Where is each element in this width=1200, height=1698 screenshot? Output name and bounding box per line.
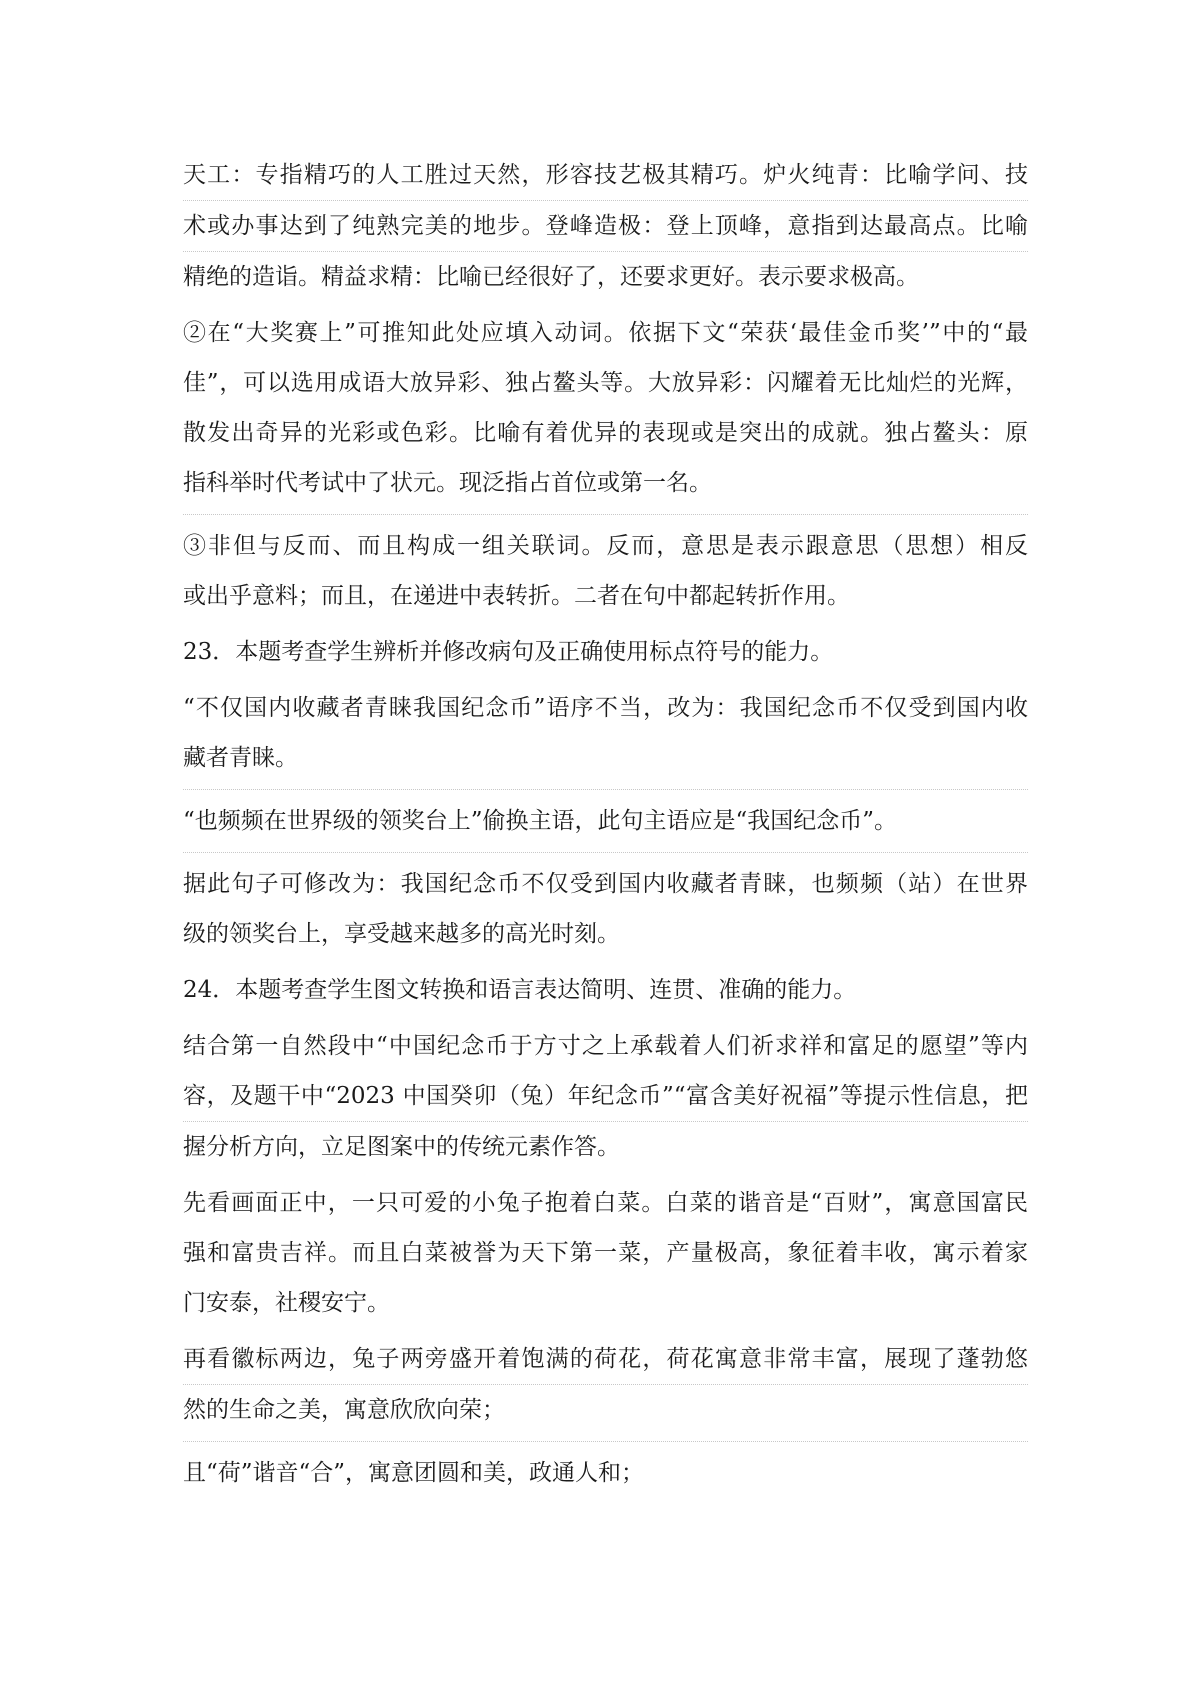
text-line: 精绝的造诣。精益求精：比喻已经很好了，还要求更好。表示要求极高。 bbox=[183, 264, 919, 290]
paragraph-revised-sentence bbox=[183, 859, 1028, 959]
paragraph-answer-3 bbox=[183, 521, 1028, 621]
text-line: 或出乎意料；而且，在递进中表转折。二者在句中都起转折作用。 bbox=[183, 583, 850, 609]
paragraph-analysis-direction bbox=[183, 1021, 1028, 1172]
text-line: 级的领奖台上，享受越来越多的高光时刻。 bbox=[183, 921, 620, 947]
text-line: 指科举时代考试中了状元。现泛指占首位或第一名。 bbox=[183, 470, 712, 496]
paragraph-word-order bbox=[183, 683, 1028, 783]
paragraph-homophone bbox=[183, 1448, 1028, 1498]
dotted-separator bbox=[183, 1441, 1028, 1442]
text-line: 据此句子可修改为：我国纪念币不仅受到国内收藏者青睐，也频频（站）在世界 bbox=[183, 871, 1028, 897]
text-line: 再看徽标两边，兔子两旁盛开着饱满的荷花，荷花寓意非常丰富，展现了蓬勃悠 bbox=[183, 1334, 1028, 1385]
text-line: ②在“大奖赛上”可推知此处应填入动词。依据下文“荣获‘最佳金币奖’”中的“最 bbox=[183, 320, 1028, 346]
question-24-heading bbox=[183, 965, 1028, 1015]
dotted-separator bbox=[183, 852, 1028, 853]
text-line: 强和富贵吉祥。而且白菜被誉为天下第一菜，产量极高，象征着丰收，寓示着家 bbox=[183, 1240, 1028, 1266]
text-line: 23．本题考查学生辨析并修改病句及正确使用标点符号的能力。 bbox=[183, 639, 834, 665]
text-line: 藏者青睐。 bbox=[183, 745, 298, 771]
text-line: 握分析方向，立足图案中的传统元素作答。 bbox=[183, 1134, 620, 1160]
text-line: 然的生命之美，寓意欣欣向荣； bbox=[183, 1397, 505, 1423]
text-line: 24．本题考查学生图文转换和语言表达简明、连贯、准确的能力。 bbox=[183, 977, 857, 1003]
paragraph-cabbage bbox=[183, 1178, 1028, 1328]
dotted-separator bbox=[183, 789, 1028, 790]
text-line: 先看画面正中，一只可爱的小兔子抱着白菜。白菜的谐音是“百财”，寓意国富民 bbox=[183, 1190, 1028, 1216]
question-23-heading bbox=[183, 627, 1028, 677]
paragraph-idiom-definitions bbox=[183, 150, 1028, 302]
paragraph-subject-shift bbox=[183, 796, 1028, 846]
paragraph-lotus bbox=[183, 1334, 1028, 1435]
text-line: 天工：专指精巧的人工胜过天然，形容技艺极其精巧。炉火纯青：比喻学问、技 bbox=[183, 150, 1028, 201]
dotted-separator bbox=[183, 514, 1028, 515]
text-line: ③非但与反而、而且构成一组关联词。反而，意思是表示跟意思（思想）相反 bbox=[183, 533, 1028, 559]
text-line: 佳”，可以选用成语大放异彩、独占鳌头等。大放异彩：闪耀着无比灿烂的光辉， bbox=[183, 370, 1028, 396]
text-line: 散发出奇异的光彩或色彩。比喻有着优异的表现或是突出的成就。独占鳌头：原 bbox=[183, 420, 1028, 446]
paragraph-answer-2 bbox=[183, 308, 1028, 508]
text-line: 结合第一自然段中“中国纪念币于方寸之上承载着人们祈求祥和富足的愿望”等内 bbox=[183, 1033, 1028, 1059]
text-line: 容，及题干中“2023 中国癸卯（兔）年纪念币”“富含美好祝福”等提示性信息，把 bbox=[183, 1071, 1028, 1122]
text-line: “也频频在世界级的领奖台上”偷换主语，此句主语应是“我国纪念币”。 bbox=[183, 808, 898, 834]
text-line: 门安泰，社稷安宁。 bbox=[183, 1290, 390, 1316]
answer-text-body bbox=[183, 150, 1028, 1504]
text-line: “不仅国内收藏者青睐我国纪念币”语序不当，改为：我国纪念币不仅受到国内收 bbox=[183, 695, 1028, 721]
text-line: 且“荷”谐音“合”，寓意团圆和美，政通人和； bbox=[183, 1460, 645, 1486]
text-line: 术或办事达到了纯熟完美的地步。登峰造极：登上顶峰，意指到达最高点。比喻 bbox=[183, 201, 1028, 252]
